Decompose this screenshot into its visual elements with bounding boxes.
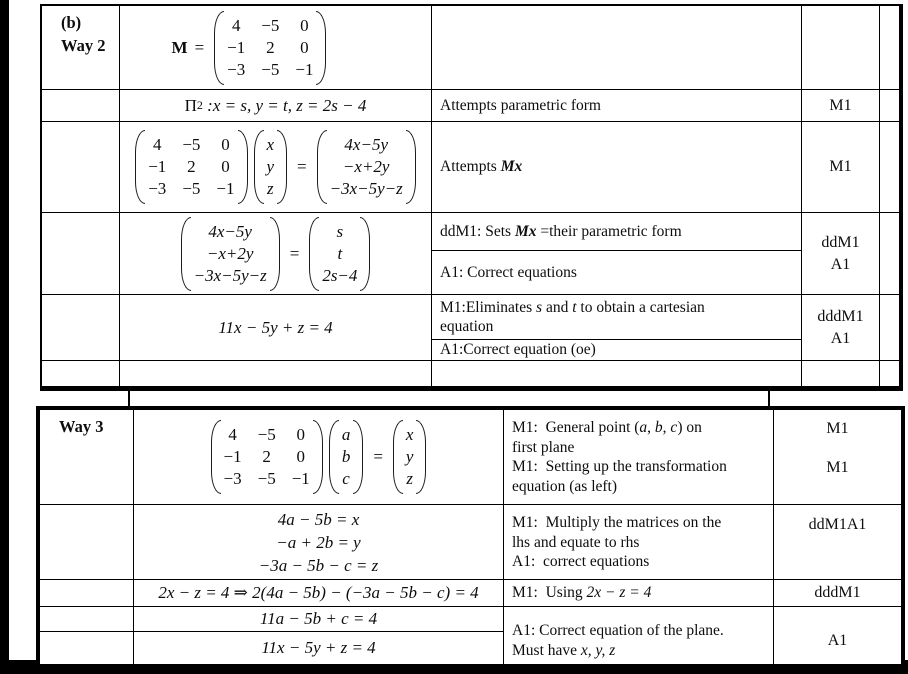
cell-empty — [802, 6, 880, 90]
vector-entry: z — [406, 469, 413, 488]
cell-transformation-equation — [134, 410, 504, 505]
cell-empty — [42, 90, 120, 122]
vector-entry: −x+2y — [342, 157, 390, 176]
matrix-entry: −3 — [223, 469, 242, 488]
mark-value: ddM1A1 — [808, 516, 867, 533]
cell-empty — [42, 295, 120, 361]
equation-line: −a + 2b = y — [276, 532, 361, 552]
comment-text: A1: Correct equations — [440, 263, 577, 281]
cell-empty — [42, 361, 120, 386]
cell-comment — [504, 607, 774, 664]
cell-mark — [802, 295, 880, 361]
matrix-entry: 2 — [187, 157, 196, 176]
equals-sign: = — [194, 37, 205, 57]
equals-sign: = — [373, 447, 383, 466]
matrix-entry: −1 — [223, 447, 242, 466]
matrix-entry: 4 — [231, 15, 241, 35]
table-way2 — [40, 4, 903, 391]
mark-value: A1 — [830, 329, 851, 347]
comment-text: to obtain a cartesian — [576, 298, 705, 316]
matrix-entry: 0 — [300, 15, 309, 35]
comment-text: A1:Correct equation (oe) — [440, 341, 596, 359]
vector-entry: y — [405, 447, 414, 466]
cell-comment — [504, 580, 774, 607]
cell-empty — [42, 213, 120, 295]
comment-line — [440, 298, 705, 318]
comment-text: and — [542, 298, 573, 316]
var-t: t — [572, 298, 577, 316]
cell-mark — [774, 580, 901, 607]
comment-line: M1: Multiply the matrices on the — [512, 514, 722, 531]
cell-mark — [802, 213, 880, 295]
cell-empty — [40, 632, 134, 664]
mark-value: M1 — [826, 420, 849, 437]
comment-line: equation — [440, 318, 494, 335]
comment-block — [512, 513, 721, 572]
cell-empty — [432, 6, 802, 90]
cell-way3-label — [40, 410, 134, 505]
matrix-entry: 0 — [221, 135, 230, 154]
comment-text: Attempts parametric form — [440, 96, 601, 114]
cell-comment — [432, 90, 802, 122]
comment-block — [512, 621, 724, 660]
cell-empty — [42, 122, 120, 213]
cell-plane-equation-abc — [134, 607, 504, 632]
vector-entry: −x+2y — [206, 243, 254, 263]
vector-entry: b — [341, 447, 351, 466]
cell-empty — [120, 361, 432, 386]
var-b: b — [654, 419, 663, 436]
way2-label: Way 2 — [61, 36, 106, 55]
comment-line: first plane — [512, 438, 575, 456]
mark-value: dddM1 — [817, 307, 864, 325]
matrix-entry: −3 — [227, 59, 246, 79]
matrix-entry: −1 — [295, 59, 314, 79]
comment-line — [512, 641, 724, 661]
matrix-entry: −5 — [261, 59, 280, 79]
comment-text: , — [647, 419, 655, 436]
part-label: (b) — [61, 13, 82, 32]
vector-entry: a — [341, 425, 351, 444]
cell-mx-equals-parametric — [120, 213, 432, 295]
matrix-entry: 0 — [296, 425, 306, 444]
matrix-entry: −5 — [257, 425, 276, 444]
vector-abc — [329, 420, 364, 494]
matrix-entry: −3 — [148, 179, 167, 198]
plane-pi-symbol: Π — [184, 95, 197, 115]
plane-equation-xyz: 11x − 5y + z = 4 — [261, 638, 376, 657]
cell-comment — [504, 410, 774, 505]
mark-value: A1 — [827, 631, 848, 649]
vector-parametric — [309, 217, 370, 291]
equals-sign: = — [289, 243, 300, 263]
var-s: s — [536, 298, 543, 316]
cell-empty — [432, 361, 802, 386]
comment-mx-bold: Mx — [500, 158, 523, 176]
mark-value: M1 — [826, 459, 849, 476]
comment-text: M1: Using — [512, 584, 587, 602]
cell-empty — [802, 361, 880, 386]
cell-empty — [880, 213, 899, 295]
comment-math: 2x − z = 4 — [586, 584, 652, 602]
equals-sign: = — [297, 157, 307, 176]
matrix-3x3 — [135, 130, 247, 204]
way3-label: Way 3 — [59, 417, 104, 436]
vector-entry: t — [337, 243, 343, 263]
comment-math: x, y, z — [580, 641, 616, 659]
comment-mx-bold: Mx — [514, 222, 537, 240]
matrix-3x3 — [211, 420, 323, 494]
plane-pi-subscript: 2 — [196, 98, 203, 112]
comment-text: M1:Eliminates — [440, 298, 537, 316]
vector-entry: 4x−5y — [208, 221, 252, 241]
cell-empty — [880, 6, 899, 90]
vector-entry: 2s−4 — [322, 265, 358, 285]
comment-lower — [432, 340, 801, 360]
mark-value: M1 — [829, 96, 852, 114]
cell-mark — [774, 607, 901, 664]
vector-entry: −3x−5y−z — [329, 179, 403, 198]
vector-entry: −3x−5y−z — [193, 265, 267, 285]
matrix-entry: 2 — [266, 37, 275, 57]
comment-block — [512, 418, 727, 496]
var-a: a — [639, 419, 648, 436]
vector-xyz — [393, 420, 427, 494]
comment-line: equation (as left) — [512, 477, 618, 495]
cell-component-equations — [134, 505, 504, 580]
cell-mark — [774, 410, 901, 505]
matrix-entry: −1 — [227, 37, 246, 57]
vector-entry: c — [342, 469, 350, 488]
comment-line: M1: Setting up the transformation — [512, 458, 727, 475]
cell-empty — [880, 361, 899, 386]
matrix-entry: −1 — [148, 157, 167, 176]
mark-value: ddM1 — [821, 233, 860, 251]
comment-text: =their parametric form — [536, 222, 682, 240]
comment-text: Attempts — [440, 158, 501, 176]
vector-mx-result — [317, 130, 416, 204]
vector-entry: x — [266, 135, 275, 154]
cell-comment-split — [432, 295, 802, 361]
cell-substitution-equation — [134, 580, 504, 607]
comment-text: M1: General point ( — [512, 419, 640, 436]
matrix-entry: −5 — [261, 15, 280, 35]
matrix-entry: 0 — [221, 157, 230, 176]
cell-empty — [880, 295, 899, 361]
cell-plane-equation-xyz — [134, 632, 504, 664]
comment-line: A1: correct equations — [512, 553, 650, 570]
cell-comment — [432, 122, 802, 213]
cell-comment — [504, 505, 774, 580]
vector-entry: x — [405, 425, 414, 444]
equation-line: −3a − 5b − c = z — [258, 555, 379, 575]
cell-mx-product — [120, 122, 432, 213]
comment-text: ) on — [677, 419, 702, 436]
parametric-equation: :x = s, y = t, z = 2s − 4 — [202, 95, 367, 115]
comment-upper — [432, 213, 801, 251]
cell-empty — [880, 90, 899, 122]
equation-stack — [259, 508, 379, 577]
vector-entry: s — [336, 221, 344, 241]
matrix-m-symbol: M — [171, 37, 188, 57]
cell-matrix-m-definition — [120, 6, 432, 90]
matrix-entry: −5 — [257, 469, 276, 488]
cell-empty — [880, 122, 899, 213]
mark-value: M1 — [829, 158, 852, 175]
cell-cartesian-equation — [120, 295, 432, 361]
cell-parametric-form — [120, 90, 432, 122]
comment-line — [512, 418, 727, 438]
comment-line: A1: Correct equation of the plane. — [512, 622, 724, 639]
cell-mark — [802, 122, 880, 213]
mark-value: A1 — [830, 255, 851, 273]
mark-value: dddM1 — [814, 584, 861, 601]
matrix-entry: 4 — [153, 135, 162, 154]
matrix-entry: 0 — [300, 37, 309, 57]
comment-text: , — [662, 419, 671, 436]
cell-empty — [40, 505, 134, 580]
matrix-entry: −1 — [216, 179, 235, 198]
equation-line: 4a − 5b = x — [277, 509, 360, 529]
vector-entry: z — [266, 179, 274, 198]
comment-lower — [432, 251, 801, 294]
vector-mx-result — [181, 217, 280, 291]
table-way3 — [36, 406, 905, 668]
comment-text: Must have — [512, 641, 581, 659]
cell-empty — [40, 607, 134, 632]
matrix-entry: 2 — [262, 447, 271, 466]
cartesian-equation: 11x − 5y + z = 4 — [218, 317, 333, 337]
matrix-entry: 0 — [296, 447, 306, 466]
comment-line: lhs and equate to rhs — [512, 533, 640, 551]
matrix-entry: −1 — [291, 469, 310, 488]
plane-equation-abc: 11a − 5b + c = 4 — [259, 609, 378, 628]
vector-xyz — [254, 130, 288, 204]
scan-edge-left — [0, 0, 9, 661]
comment-upper — [432, 295, 801, 340]
var-c: c — [670, 419, 678, 436]
cell-comment-split — [432, 213, 802, 295]
comment-text: ddM1: Sets — [440, 222, 515, 240]
matrix-entry: −5 — [182, 135, 201, 154]
cell-mark — [802, 90, 880, 122]
substitution-equation: 2x − z = 4 ⇒ 2(4a − 5b) − (−3a − 5b − c) = 4 — [158, 583, 479, 602]
vector-entry: 4x−5y — [344, 135, 388, 154]
vector-entry: y — [266, 157, 275, 176]
cell-mark — [774, 505, 901, 580]
matrix-entry: 4 — [228, 425, 237, 444]
matrix-entry: −5 — [182, 179, 201, 198]
cell-part-label — [42, 6, 120, 90]
matrix-3x3 — [214, 11, 326, 85]
cell-empty — [40, 580, 134, 607]
